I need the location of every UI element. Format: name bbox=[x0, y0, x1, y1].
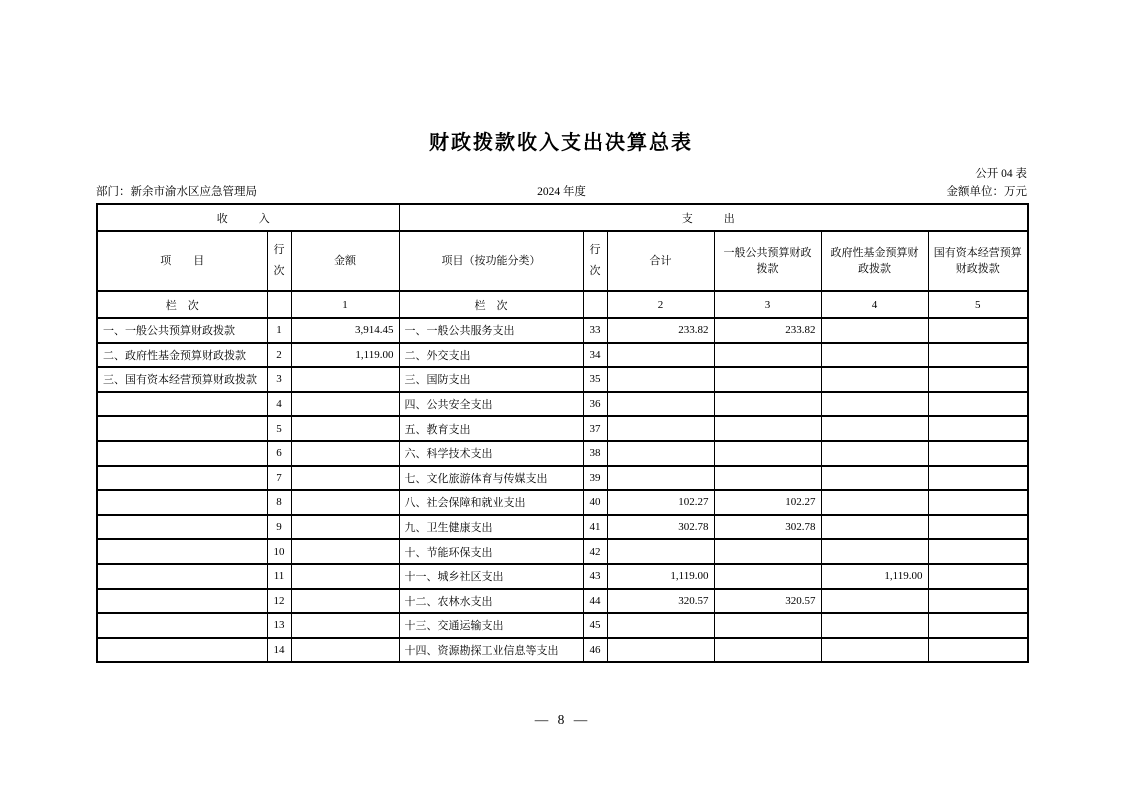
gov-fund-header bbox=[821, 231, 928, 291]
expense-line-cell: 33 bbox=[583, 318, 607, 343]
gov-fund-cell bbox=[821, 589, 928, 614]
gov-fund-cell bbox=[821, 613, 928, 638]
expense-line-cell: 42 bbox=[583, 539, 607, 564]
state-capital-header-text: 国有资本经营预算财政拨款 bbox=[933, 246, 1022, 275]
expense-item-cell: 十、节能环保支出 bbox=[399, 539, 583, 564]
income-item-cell bbox=[97, 589, 267, 614]
income-line-cell: 2 bbox=[267, 343, 291, 368]
table-row bbox=[97, 367, 1028, 392]
table-row bbox=[97, 515, 1028, 540]
state-capital-cell bbox=[928, 343, 1028, 368]
income-item-cell bbox=[97, 392, 267, 417]
table-code: 公开 04 表 bbox=[975, 168, 1027, 180]
total-amount-cell bbox=[607, 343, 714, 368]
income-item-cell: 二、政府性基金预算财政拨款 bbox=[97, 343, 267, 368]
state-capital-cell bbox=[928, 613, 1028, 638]
table-row bbox=[97, 490, 1028, 515]
expense-item-cell: 四、公共安全支出 bbox=[399, 392, 583, 417]
section-header-row bbox=[97, 204, 1028, 231]
income-line-cell: 6 bbox=[267, 441, 291, 466]
income-line-cell: 8 bbox=[267, 490, 291, 515]
index-blank-cell bbox=[583, 291, 607, 318]
fiscal-year: 2024 年度 bbox=[537, 186, 586, 198]
gov-fund-header-text: 政府性基金预算财政拨款 bbox=[830, 246, 919, 275]
state-capital-cell bbox=[928, 638, 1028, 663]
income-item-cell bbox=[97, 490, 267, 515]
income-line-cell: 4 bbox=[267, 392, 291, 417]
gov-fund-cell bbox=[821, 539, 928, 564]
income-item-cell bbox=[97, 638, 267, 663]
income-line-cell: 7 bbox=[267, 466, 291, 491]
expense-item-cell: 二、外交支出 bbox=[399, 343, 583, 368]
state-capital-cell bbox=[928, 490, 1028, 515]
general-budget-cell bbox=[714, 613, 821, 638]
total-amount-cell: 302.78 bbox=[607, 515, 714, 540]
total-amount-cell bbox=[607, 613, 714, 638]
income-column-index-label: 栏 次 bbox=[97, 291, 267, 318]
expense-section-header: 支 出 bbox=[399, 204, 1028, 231]
income-amount-header: 金额 bbox=[291, 231, 399, 291]
income-amount-cell bbox=[291, 539, 399, 564]
column-index-5: 5 bbox=[928, 291, 1028, 318]
expense-line-cell: 46 bbox=[583, 638, 607, 663]
income-item-cell bbox=[97, 441, 267, 466]
income-item-cell bbox=[97, 416, 267, 441]
meta-row bbox=[96, 183, 1027, 199]
gov-fund-cell bbox=[821, 416, 928, 441]
state-capital-cell bbox=[928, 539, 1028, 564]
expense-line-header bbox=[583, 231, 607, 291]
total-amount-cell bbox=[607, 539, 714, 564]
total-amount-cell: 102.27 bbox=[607, 490, 714, 515]
income-amount-cell bbox=[291, 613, 399, 638]
total-amount-cell bbox=[607, 392, 714, 417]
general-budget-header bbox=[714, 231, 821, 291]
table-row bbox=[97, 441, 1028, 466]
state-capital-cell bbox=[928, 367, 1028, 392]
gov-fund-cell bbox=[821, 441, 928, 466]
income-amount-cell bbox=[291, 367, 399, 392]
general-budget-cell bbox=[714, 416, 821, 441]
income-amount-cell bbox=[291, 466, 399, 491]
state-capital-cell bbox=[928, 416, 1028, 441]
income-line-header bbox=[267, 231, 291, 291]
department-label: 部门：新余市渝水区应急管理局 bbox=[96, 186, 257, 198]
income-line-cell: 1 bbox=[267, 318, 291, 343]
income-line-cell: 3 bbox=[267, 367, 291, 392]
general-budget-cell bbox=[714, 392, 821, 417]
income-item-cell bbox=[97, 613, 267, 638]
gov-fund-cell bbox=[821, 490, 928, 515]
expense-line-cell: 40 bbox=[583, 490, 607, 515]
expense-item-cell: 十二、农林水支出 bbox=[399, 589, 583, 614]
expense-line-cell: 45 bbox=[583, 613, 607, 638]
table-row bbox=[97, 318, 1028, 343]
expense-line-cell: 37 bbox=[583, 416, 607, 441]
gov-fund-cell bbox=[821, 343, 928, 368]
income-item-cell: 一、一般公共预算财政拨款 bbox=[97, 318, 267, 343]
income-section-header: 收 入 bbox=[97, 204, 399, 231]
expense-item-header: 项目（按功能分类） bbox=[399, 231, 583, 291]
index-blank-cell bbox=[267, 291, 291, 318]
page-title: 财政拨款收入支出决算总表 bbox=[429, 132, 693, 154]
general-budget-cell bbox=[714, 466, 821, 491]
table-row bbox=[97, 466, 1028, 491]
gov-fund-cell bbox=[821, 367, 928, 392]
total-amount-cell bbox=[607, 416, 714, 441]
total-amount-cell bbox=[607, 441, 714, 466]
expense-item-cell: 三、国防支出 bbox=[399, 367, 583, 392]
column-index-3: 3 bbox=[714, 291, 821, 318]
expense-item-cell: 八、社会保障和就业支出 bbox=[399, 490, 583, 515]
income-item-cell bbox=[97, 466, 267, 491]
total-amount-cell bbox=[607, 367, 714, 392]
income-amount-cell bbox=[291, 441, 399, 466]
income-amount-cell bbox=[291, 638, 399, 663]
expense-line-cell: 39 bbox=[583, 466, 607, 491]
income-line-header-text: 行次 bbox=[273, 244, 285, 277]
state-capital-cell bbox=[928, 318, 1028, 343]
income-amount-cell: 3,914.45 bbox=[291, 318, 399, 343]
state-capital-cell bbox=[928, 392, 1028, 417]
expense-column-index-label: 栏 次 bbox=[399, 291, 583, 318]
expense-line-cell: 41 bbox=[583, 515, 607, 540]
general-budget-cell: 102.27 bbox=[714, 490, 821, 515]
general-budget-header-text: 一般公共预算财政拨款 bbox=[723, 246, 812, 275]
column-index-4: 4 bbox=[821, 291, 928, 318]
column-header-row bbox=[97, 231, 1028, 291]
gov-fund-cell bbox=[821, 466, 928, 491]
expense-line-cell: 35 bbox=[583, 367, 607, 392]
general-budget-cell: 320.57 bbox=[714, 589, 821, 614]
expense-item-cell: 六、科学技术支出 bbox=[399, 441, 583, 466]
income-amount-cell: 1,119.00 bbox=[291, 343, 399, 368]
column-index-row bbox=[97, 291, 1028, 318]
income-item-header: 项 目 bbox=[97, 231, 267, 291]
income-amount-cell bbox=[291, 589, 399, 614]
total-amount-cell: 1,119.00 bbox=[607, 564, 714, 589]
table-row bbox=[97, 638, 1028, 663]
column-index-1: 1 bbox=[291, 291, 399, 318]
table-row bbox=[97, 589, 1028, 614]
page-number: — 8 — bbox=[534, 712, 588, 727]
state-capital-cell bbox=[928, 466, 1028, 491]
expense-item-cell: 七、文化旅游体育与传媒支出 bbox=[399, 466, 583, 491]
state-capital-cell bbox=[928, 515, 1028, 540]
state-capital-cell bbox=[928, 441, 1028, 466]
expense-line-cell: 43 bbox=[583, 564, 607, 589]
income-item-cell bbox=[97, 515, 267, 540]
expense-item-cell: 一、一般公共服务支出 bbox=[399, 318, 583, 343]
income-line-cell: 10 bbox=[267, 539, 291, 564]
fiscal-table bbox=[96, 203, 1029, 663]
income-line-cell: 5 bbox=[267, 416, 291, 441]
income-item-cell bbox=[97, 564, 267, 589]
general-budget-cell: 233.82 bbox=[714, 318, 821, 343]
income-item-cell: 三、国有资本经营预算财政拨款 bbox=[97, 367, 267, 392]
table-body bbox=[97, 204, 1028, 662]
expense-item-cell: 五、教育支出 bbox=[399, 416, 583, 441]
column-index-2: 2 bbox=[607, 291, 714, 318]
table-row bbox=[97, 564, 1028, 589]
state-capital-header bbox=[928, 231, 1028, 291]
total-amount-cell: 320.57 bbox=[607, 589, 714, 614]
state-capital-cell bbox=[928, 589, 1028, 614]
gov-fund-cell: 1,119.00 bbox=[821, 564, 928, 589]
total-amount-cell bbox=[607, 638, 714, 663]
total-amount-cell: 233.82 bbox=[607, 318, 714, 343]
expense-item-cell: 十四、资源勘探工业信息等支出 bbox=[399, 638, 583, 663]
expense-line-header-text: 行次 bbox=[589, 244, 601, 277]
total-amount-cell bbox=[607, 466, 714, 491]
income-amount-cell bbox=[291, 515, 399, 540]
general-budget-cell bbox=[714, 367, 821, 392]
table-row bbox=[97, 416, 1028, 441]
gov-fund-cell bbox=[821, 638, 928, 663]
gov-fund-cell bbox=[821, 318, 928, 343]
table-row bbox=[97, 392, 1028, 417]
income-line-cell: 12 bbox=[267, 589, 291, 614]
general-budget-cell: 302.78 bbox=[714, 515, 821, 540]
table-row bbox=[97, 613, 1028, 638]
income-line-cell: 13 bbox=[267, 613, 291, 638]
general-budget-cell bbox=[714, 539, 821, 564]
general-budget-cell bbox=[714, 343, 821, 368]
table-row bbox=[97, 539, 1028, 564]
expense-line-cell: 44 bbox=[583, 589, 607, 614]
gov-fund-cell bbox=[821, 515, 928, 540]
general-budget-cell bbox=[714, 564, 821, 589]
table-row bbox=[97, 343, 1028, 368]
income-amount-cell bbox=[291, 392, 399, 417]
gov-fund-cell bbox=[821, 392, 928, 417]
income-line-cell: 11 bbox=[267, 564, 291, 589]
expense-item-cell: 十三、交通运输支出 bbox=[399, 613, 583, 638]
income-amount-cell bbox=[291, 416, 399, 441]
income-line-cell: 14 bbox=[267, 638, 291, 663]
state-capital-cell bbox=[928, 564, 1028, 589]
general-budget-cell bbox=[714, 638, 821, 663]
expense-line-cell: 36 bbox=[583, 392, 607, 417]
total-header: 合计 bbox=[607, 231, 714, 291]
general-budget-cell bbox=[714, 441, 821, 466]
income-amount-cell bbox=[291, 564, 399, 589]
expense-line-cell: 34 bbox=[583, 343, 607, 368]
income-line-cell: 9 bbox=[267, 515, 291, 540]
amount-unit: 金额单位：万元 bbox=[946, 186, 1027, 198]
income-item-cell bbox=[97, 539, 267, 564]
expense-line-cell: 38 bbox=[583, 441, 607, 466]
income-amount-cell bbox=[291, 490, 399, 515]
expense-item-cell: 十一、城乡社区支出 bbox=[399, 564, 583, 589]
expense-item-cell: 九、卫生健康支出 bbox=[399, 515, 583, 540]
